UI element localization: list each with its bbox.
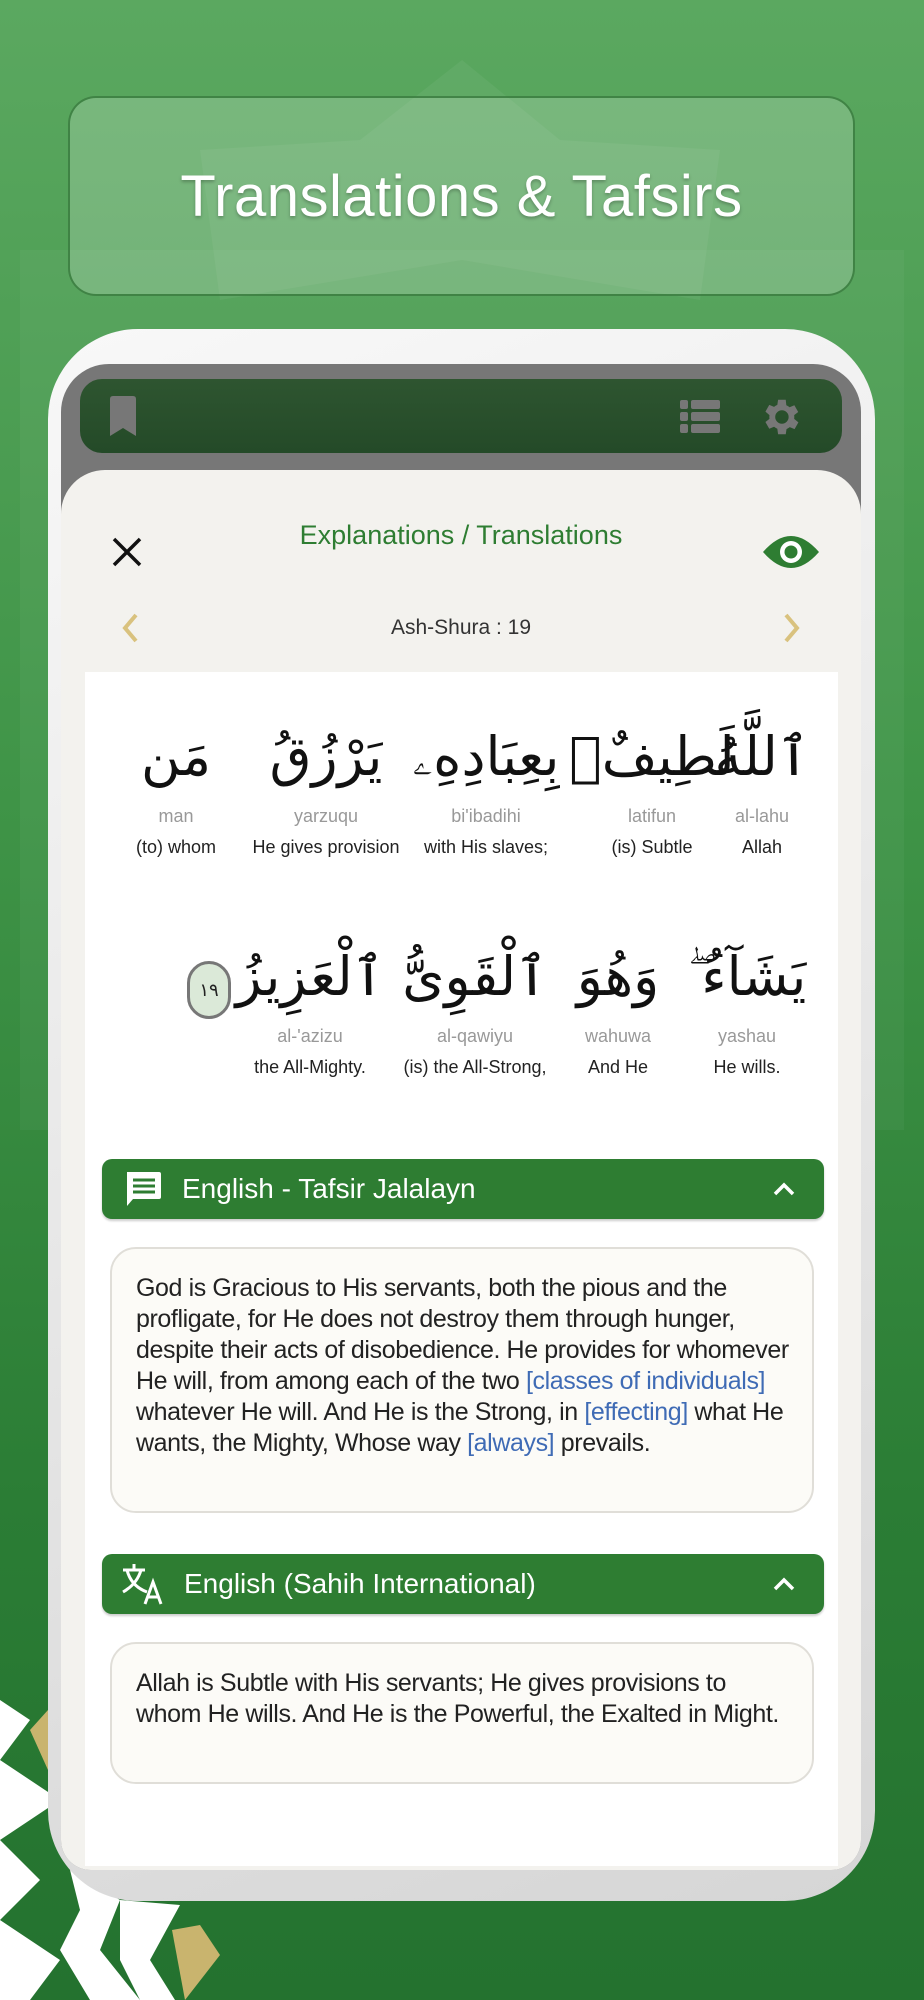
- word-arabic: ٱلْعَزِيزُ: [235, 945, 385, 1008]
- word-arabic: مَن: [140, 725, 212, 788]
- chevron-up-icon[interactable]: [764, 1169, 804, 1209]
- word-arabic: يَرْزُقُ: [269, 725, 383, 788]
- word[interactable]: [380, 932, 570, 1078]
- word-transliteration: al-'azizu: [277, 1026, 343, 1046]
- word-translation: (to) whom: [135, 837, 216, 857]
- word-translation: He wills.: [713, 1057, 781, 1077]
- word-translation: Allah: [741, 837, 783, 857]
- word-arabic: لَطِيفٌۢ: [569, 725, 735, 788]
- word[interactable]: [215, 932, 405, 1078]
- word[interactable]: [557, 712, 747, 858]
- word-transliteration: al-lahu: [734, 806, 790, 826]
- tafsir-bracket-note: [effecting]: [584, 1398, 688, 1426]
- word-transliteration: al-qawiyu: [436, 1026, 514, 1046]
- word-arabic: بِعِبَادِهِۦ: [412, 725, 560, 788]
- word-translation: (is) the All-Strong,: [403, 1057, 547, 1077]
- tafsir-text-box: [110, 1247, 814, 1513]
- word-arabic: ٱلْقَوِىُّ: [402, 945, 548, 1008]
- verse-number-marker: ١٩: [187, 961, 231, 1019]
- word-transliteration: wahuwa: [584, 1026, 652, 1046]
- word-transliteration: bi'ibadihi: [451, 806, 521, 826]
- word-arabic: ٱللَّهُ: [714, 725, 810, 788]
- tafsir-section-header[interactable]: [102, 1159, 824, 1219]
- translation-text-box: [110, 1642, 814, 1784]
- tafsir-text: prevails.: [554, 1429, 651, 1457]
- chevron-up-icon[interactable]: [764, 1564, 804, 1604]
- word-arabic: يَشَآءُ ۖ: [687, 945, 807, 1008]
- word-translation: And He: [587, 1057, 649, 1077]
- tafsir-text: what He wants, the Mighty, Whose way: [136, 1398, 784, 1457]
- translate-icon: [120, 1562, 166, 1606]
- translation-title: English (Sahih International): [184, 1568, 536, 1599]
- tafsir-bracket-note: [classes of individuals]: [525, 1367, 766, 1395]
- word-translation: with His slaves;: [423, 837, 549, 857]
- chevron-right-icon[interactable]: [777, 610, 807, 646]
- tafsir-title: English - Tafsir Jalalayn: [182, 1173, 476, 1204]
- sheet-title: Explanations / Translations: [299, 520, 623, 550]
- top-app-bar: [80, 379, 842, 453]
- tafsir-text: God is Gracious to His servants, both the pious and the profligate, for He does not destroy them through hunger, despite their acts of disobedience. He provides for whomever He will, from among each of the two: [136, 1274, 789, 1395]
- verse-reference: Ash-Shura : 19: [390, 616, 532, 639]
- word-translation: (is) Subtle: [611, 837, 693, 857]
- word-transliteration: yashau: [717, 1026, 777, 1046]
- word-arabic: وَهُوَ: [576, 945, 660, 1008]
- promo-title: Translations & Tafsirs: [180, 163, 743, 229]
- list-icon[interactable]: [678, 397, 722, 437]
- tafsir-text: whatever He will. And He is the Strong, in: [136, 1398, 585, 1426]
- promo-banner: [68, 96, 855, 296]
- gear-icon[interactable]: [756, 393, 804, 441]
- tafsir-bracket-note: [always]: [467, 1429, 555, 1457]
- word[interactable]: [81, 712, 271, 858]
- word-transliteration: latifun: [627, 806, 677, 826]
- bookmark-icon[interactable]: [106, 394, 140, 438]
- comment-icon: [122, 1168, 164, 1210]
- word-transliteration: yarzuqu: [293, 806, 359, 826]
- app-screen: [61, 364, 861, 1870]
- word-translation: He gives provision: [252, 837, 400, 857]
- translation-text: Allah is Subtle with His servants; He gives provisions to whom He wills. And He is the Powerful, the Exalted in Might.: [136, 1669, 779, 1728]
- eye-icon[interactable]: [761, 530, 821, 574]
- explanations-sheet: [61, 470, 861, 1870]
- word-translation: the All-Mighty.: [254, 1057, 366, 1077]
- translation-section-header[interactable]: [102, 1554, 824, 1614]
- content-card: [85, 672, 838, 1866]
- word-transliteration: man: [158, 806, 194, 826]
